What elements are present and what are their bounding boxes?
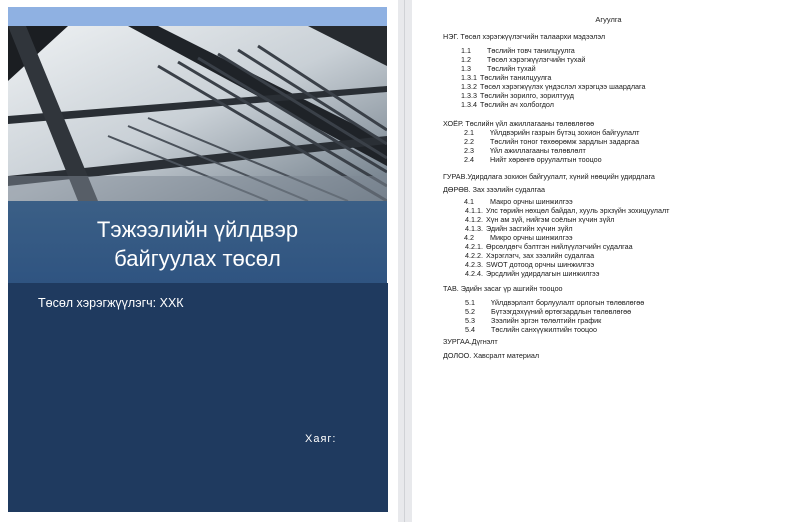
toc-item-number: 4.2.3. (465, 260, 483, 269)
toc-item-number: 1.3.4 (461, 100, 477, 109)
toc-item[interactable] (464, 155, 602, 164)
toc-item-text: Төслийн ач холбогдол (480, 100, 554, 109)
cover-dark-block-lower (8, 460, 388, 512)
toc-item-text: Зээлийн эргэн төлөлтийн график (491, 316, 602, 325)
toc-item-number: 4.1.3. (465, 224, 483, 233)
toc-item-text: Төслийн санхүүжилтийн тооцоо (491, 325, 598, 334)
toc-item-number: 4.1.1. (465, 206, 483, 215)
toc-item-number: 5.2 (465, 307, 475, 316)
toc-item-text: Төслийн товч танилцуулга (487, 46, 575, 55)
toc-item[interactable] (465, 298, 644, 307)
toc-item[interactable] (465, 316, 601, 325)
toc-item[interactable] (465, 325, 597, 334)
toc-item-number: 2.4 (464, 155, 474, 164)
toc-item-number: 1.2 (461, 55, 471, 64)
toc-item-text: НЭГ. Төсөл хэрэгжүүлэгчийн талаархи мэдээлэл (443, 32, 606, 41)
cover-title (8, 215, 387, 273)
toc-item[interactable] (461, 100, 554, 109)
toc-item[interactable] (465, 224, 573, 233)
toc-item-text: Нийт хөрөнгө оруулалтын тооцоо (490, 155, 602, 164)
toc-item-text: ДӨРӨВ. Зах зээлийн судалгаа (443, 185, 546, 194)
toc-item[interactable] (443, 172, 655, 181)
toc-item-text: Төслийн танилцуулга (480, 73, 552, 82)
toc-item[interactable] (465, 206, 669, 215)
toc-item[interactable] (461, 55, 585, 64)
toc-item-text: Төсөл хэрэгжүүлэх үндэслэл хэрэгцээ шаардлага (480, 82, 646, 91)
cover-title-line1: Тэжээлийн үйлдвэр (96, 217, 299, 242)
toc-item-text: ЗУРГАА.Дүгнэлт (443, 337, 498, 346)
toc-item-number: 4.2.2. (465, 251, 483, 260)
toc-item[interactable] (464, 197, 573, 206)
toc-item-text: ТАВ. Эдийн засаг үр ашгийн тооцоо (443, 284, 563, 293)
toc-item-number: 4.1.2. (465, 215, 483, 224)
toc-item-text: Төслийн тухай (487, 64, 536, 73)
toc-item[interactable] (443, 119, 594, 128)
toc-page (412, 0, 805, 522)
toc-item-number: 5.4 (465, 325, 475, 334)
toc-item[interactable] (465, 242, 633, 251)
toc-item-number: 4.2 (464, 233, 474, 242)
toc-item-text: Бүтээгдэхүүний өртөгзардлын төлөвлөгөө (491, 307, 632, 316)
toc-item-number: 1.3 (461, 64, 471, 73)
toc-item[interactable] (464, 146, 586, 155)
toc-item-text: Хүн ам зүй, нийгэм соёлын хүчин зүйл (485, 215, 615, 224)
toc-item-text: Эрсдлийн удирдлагын шинжилгээ (485, 269, 600, 278)
toc-item-text: Үйлдвэрлэлт борлуулалт орлогын төлөвлөгөө (491, 298, 645, 307)
toc-item[interactable] (443, 284, 563, 293)
cover-owner: Төсөл хэрэгжүүлэгч: ХХК (38, 296, 184, 310)
toc-item-number: 4.1 (464, 197, 474, 206)
toc-item[interactable] (465, 251, 594, 260)
toc-item[interactable] (461, 46, 575, 55)
cover-title-line2: байгуулах төсөл (114, 246, 281, 271)
toc-item-text: SWOT дотоод орчны шинжилгээ (485, 260, 595, 269)
toc-item-text: Төслийн зорилго, зорилтууд (480, 91, 574, 100)
toc-item-number: 2.1 (464, 128, 474, 137)
toc-item-text: Макро орчны шинжилгээ (490, 197, 573, 206)
toc-item[interactable] (443, 185, 545, 194)
toc-item[interactable] (465, 269, 599, 278)
toc-item-text: Үйл ажиллагааны төлөвлөлт (490, 146, 586, 155)
toc-item-number: 5.1 (465, 298, 475, 307)
toc-item-text: Үйлдвэрийн газрын бүтэц зохион байгуулалт (490, 128, 640, 137)
cover-top-bar (8, 7, 387, 26)
toc-item[interactable] (443, 32, 605, 41)
toc-item[interactable] (461, 82, 646, 91)
toc-item[interactable] (464, 233, 573, 242)
page-divider (404, 0, 405, 522)
toc-item-number: 1.3.3 (461, 91, 477, 100)
toc-item[interactable] (443, 351, 539, 360)
cover-address: Хаяг: (305, 433, 337, 445)
toc-item[interactable] (464, 128, 639, 137)
toc-item-text: Хэрэглэгч, зах зээлийн судалгаа (485, 251, 595, 260)
toc-item[interactable] (461, 73, 551, 82)
toc-item-text: ГУРАВ.Удирдлага зохион байгуулалт, хүний нөөцийн удирдлага (443, 172, 655, 181)
toc-item-text: Микро орчны шинжилгээ (490, 233, 573, 242)
toc-item-number: 4.2.1. (465, 242, 483, 251)
toc-item-text: Эдийн засгийн хүчин зүйл (485, 224, 573, 233)
toc-item-number: 2.2 (464, 137, 474, 146)
page-gap (398, 0, 412, 522)
toc-item-text: Улс төрийн нөхцөл байдал, хууль эрхзүйн зохицуулалт (485, 206, 670, 215)
toc-item[interactable] (461, 64, 536, 73)
toc-item[interactable] (443, 337, 498, 346)
toc-item-number: 5.3 (465, 316, 475, 325)
toc-title: Агуулга (595, 15, 622, 24)
toc-item[interactable] (465, 307, 631, 316)
toc-item-text: ХОЁР. Төслийн үйл ажиллагааны төлөвлөгөө (443, 119, 595, 128)
table-of-contents (412, 0, 805, 522)
toc-item-text: Төслийн тоног төхөөрөмж зардлын задаргаа (490, 137, 640, 146)
toc-item[interactable] (465, 260, 594, 269)
toc-item-text: Төсөл хэрэгжүүлэгчийн тухай (487, 55, 586, 64)
toc-item-number: 2.3 (464, 146, 474, 155)
toc-item-number: 1.3.2 (461, 82, 477, 91)
toc-item-number: 4.2.4. (465, 269, 483, 278)
toc-item[interactable] (464, 137, 639, 146)
toc-item[interactable] (461, 91, 574, 100)
toc-item[interactable] (465, 215, 614, 224)
toc-item-number: 1.3.1 (461, 73, 477, 82)
toc-item-number: 1.1 (461, 46, 471, 55)
cover-page (0, 0, 398, 522)
cover-photo-glass-roof (8, 26, 387, 201)
toc-item-text: ДОЛОО. Хавсралт материал (443, 351, 540, 360)
toc-item-text: Өрсөлдөгч бэлтгэн нийлүүлэгчийн судалгаа (485, 242, 633, 251)
